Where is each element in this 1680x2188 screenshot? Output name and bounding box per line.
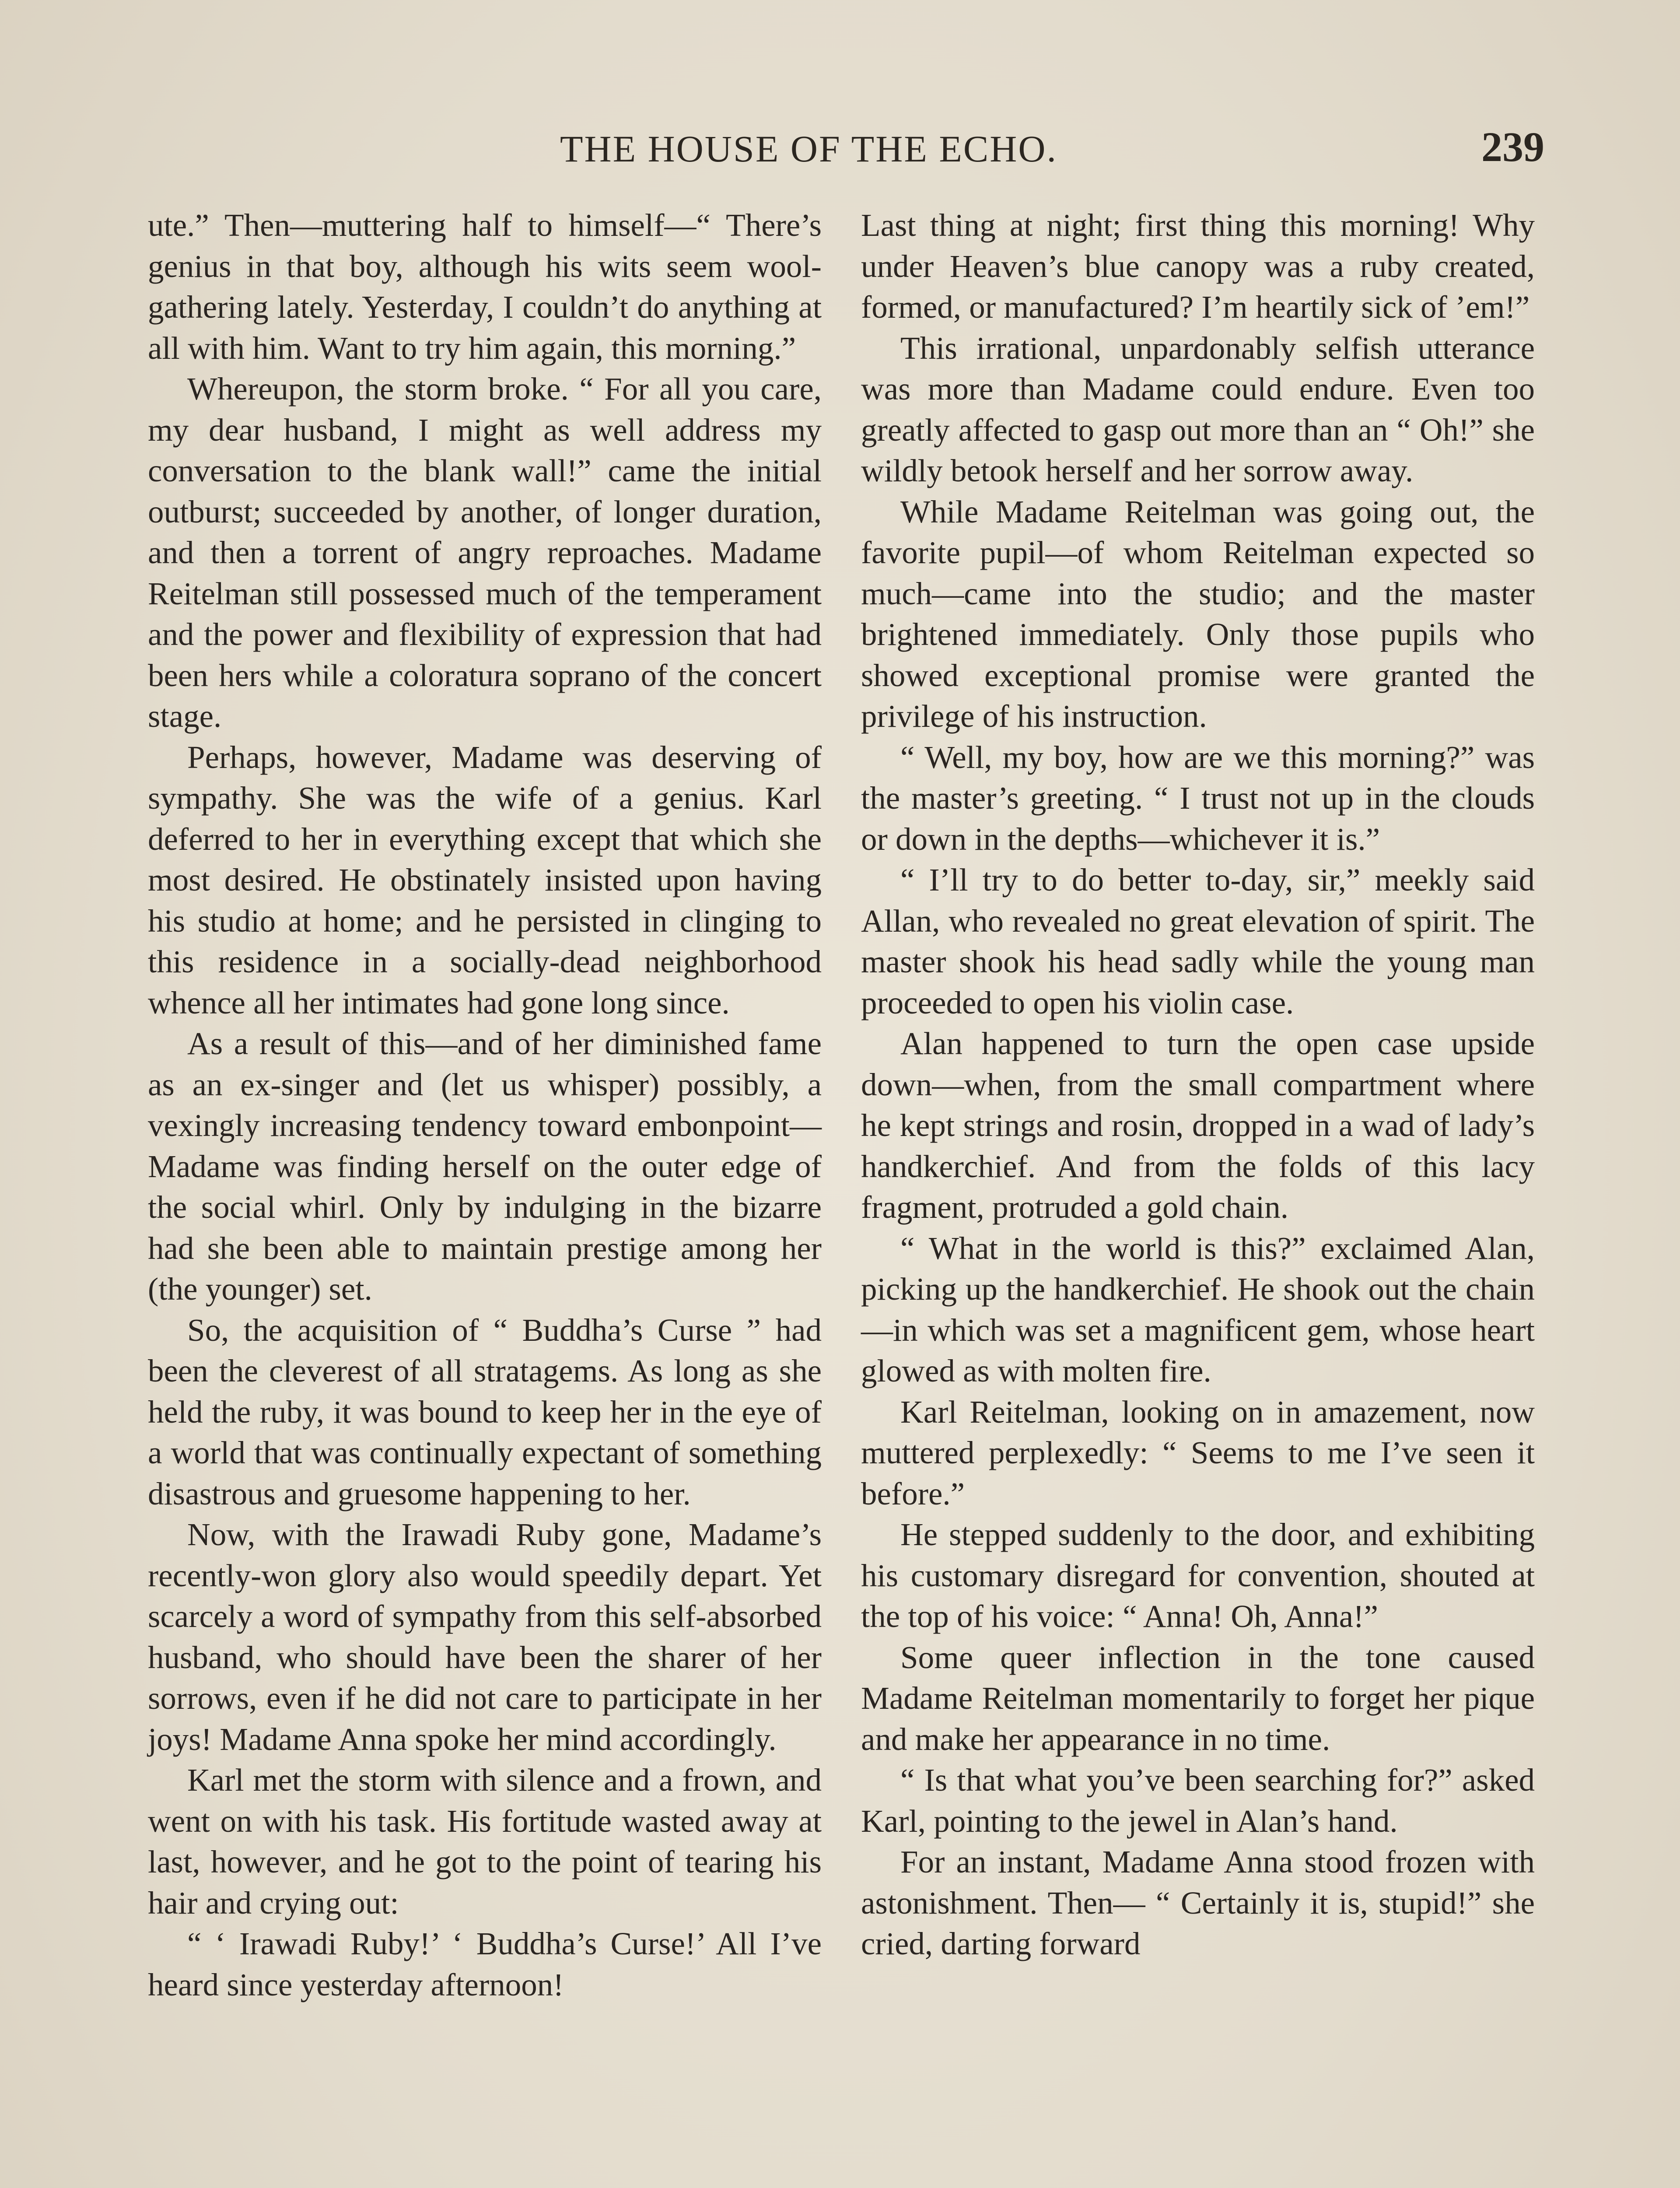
paragraph: “ What in the world is this?” exclaimed Alan, picking up the handkerchief. He shook out the chain—in which was set a magnificent gem, whose heart glowed as with molten fire. bbox=[861, 1230, 1535, 1389]
paragraph: “ Well, my boy, how are we this morning?” was the master’s greeting. “ I trust not up in the clouds or down in the depths—whichever it is.” bbox=[861, 739, 1535, 857]
page-number: 239 bbox=[1481, 123, 1544, 170]
paragraph: Now, with the Irawadi Ruby gone, Madame’s recently-won glory also would speedily depart. Yet scarcely a word of sympathy from this self-absorbed husband, who should have been the sharer of her sorrows, even if he did not care to participate in her joys! Madame Anna spoke her mind accordingly. bbox=[148, 1517, 822, 1757]
paragraph: For an instant, Madame Anna stood frozen with astonishment. Then— “ Certainly it is, stupid!” she cried, darting forward bbox=[861, 1844, 1535, 1961]
paragraph: He stepped suddenly to the door, and exhibiting his customary disregard for convention, shouted at the top of his voice: “ Anna! Oh, Anna!” bbox=[861, 1517, 1535, 1634]
paragraph: Alan happened to turn the open case upside down—when, from the small compartment where he kept strings and rosin, dropped in a wad of lady’s handkerchief. And from the folds of this lacy fragment, protruded a gold chain. bbox=[861, 1026, 1535, 1225]
paragraph: ute.” Then—muttering half to himself—“ There’s genius in that boy, although his wits seem wool-gathering lately. Yesterday, I couldn’t do anything at all with him. Want to try him again, this morning.” bbox=[148, 207, 822, 366]
paragraph: Whereupon, the storm broke. “ For all you care, my dear husband, I might as well address my conversation to the blank wall!” came the initial outburst; succeeded by another, of longer duration, and then a torrent of angry reproaches. Madame Reitelman still possessed much of the temperament and the power and flexibility of expression that had been hers while a coloratura soprano of the concert stage. bbox=[148, 371, 822, 734]
paragraph: Some queer inflection in the tone caused Madame Reitelman momentarily to forget her pique and make her appearance in no time. bbox=[861, 1639, 1535, 1757]
paragraph: Perhaps, however, Madame was deserving of sympathy. She was the wife of a genius. Karl deferred to her in everything except that which she most desired. He obstinately insisted upon having his studio at home; and he persisted in clinging to this residence in a socially-dead neighborhood whence all her intimates had gone long since. bbox=[148, 739, 822, 1020]
paragraph: “ I’ll try to do better to-day, sir,” meekly said Allan, who revealed no great elevation of spirit. The master shook his head sadly while the young man proceeded to open his violin case. bbox=[861, 862, 1535, 1020]
paragraph: While Madame Reitelman was going out, the favorite pupil—of whom Reitelman expected so much—came into the studio; and the master brightened immediately. Only those pupils who showed exceptional promise were granted the privilege of his instruction. bbox=[861, 494, 1535, 734]
right-column bbox=[861, 205, 1535, 1964]
paragraph: This irrational, unpardonably selfish utterance was more than Madame could endure. Even too greatly affected to gasp out more than an “ Oh!” she wildly betook herself and her sorrow away. bbox=[861, 330, 1535, 488]
paragraph: Last thing at night; first thing this morning! Why under Heaven’s blue canopy was a ruby created, formed, or manufactured? I’m heartily sick of ’em!” bbox=[861, 207, 1535, 325]
paragraph: As a result of this—and of her diminished fame as an ex-singer and (let us whisper) possibly, a vexingly increasing tendency toward embonpoint—Madame was finding herself on the outer edge of the social whirl. Only by indulging in the bizarre had she been able to maintain prestige among her (the younger) set. bbox=[148, 1026, 822, 1307]
paragraph: Karl met the storm with silence and a frown, and went on with his task. His fortitude wasted away at last, however, and he got to the point of tearing his hair and crying out: bbox=[148, 1762, 822, 1921]
left-column bbox=[148, 205, 822, 2005]
paragraph: “ Is that what you’ve been searching for?” asked Karl, pointing to the jewel in Alan’s hand. bbox=[861, 1762, 1535, 1839]
paragraph: Karl Reitelman, looking on in amazement, now muttered perplexedly: “ Seems to me I’ve seen it before.” bbox=[861, 1394, 1535, 1511]
running-head: THE HOUSE OF THE ECHO. bbox=[560, 128, 1058, 170]
page-header bbox=[131, 123, 1544, 188]
paragraph: “ ‘ Irawadi Ruby!’ ‘ Buddha’s Curse!’ All I’ve heard since yesterday afternoon! bbox=[148, 1926, 822, 2002]
paragraph: So, the acquisition of “ Buddha’s Curse ” had been the cleverest of all stratagems. As long as she held the ruby, it was bound to keep her in the eye of a world that was continually expectant of something disastrous and gruesome happening to her. bbox=[148, 1312, 822, 1511]
